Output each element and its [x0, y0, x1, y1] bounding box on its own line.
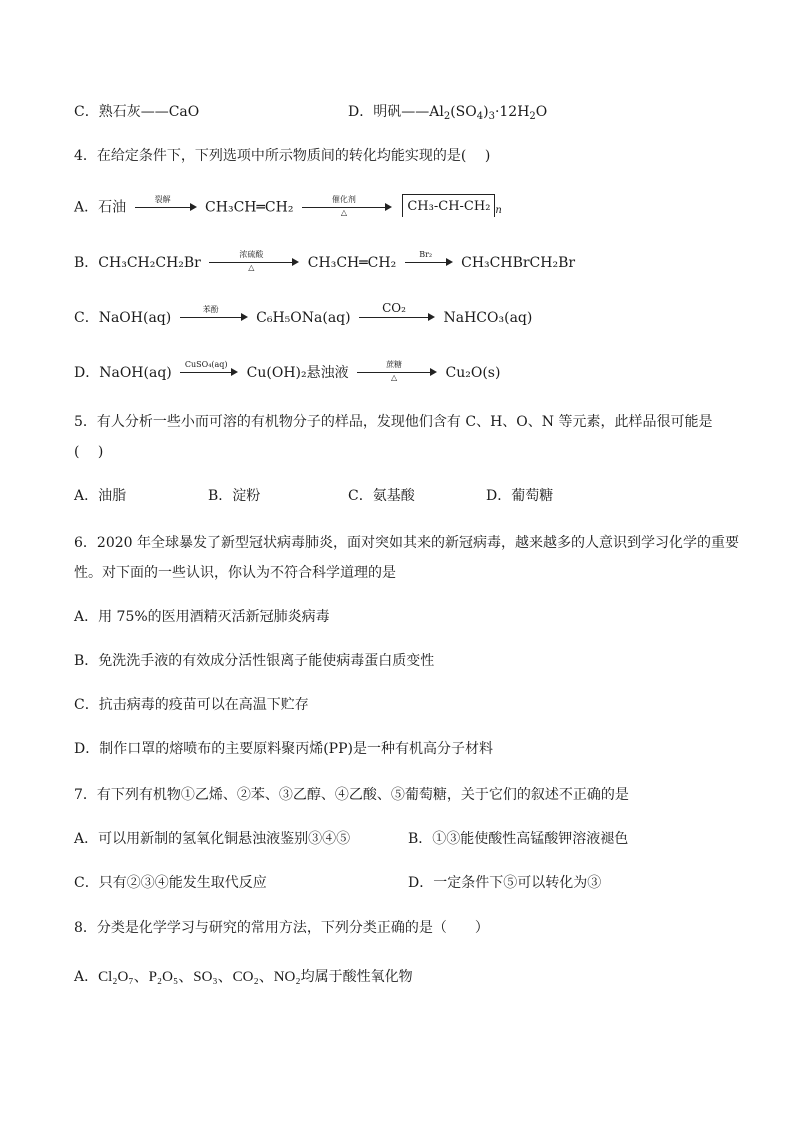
reaction-arrow: 浓硫酸 △: [209, 251, 299, 275]
q3-option-d: D．明矾$——Al_2(SO_4)_3\cdot 12H_2O$: [348, 104, 548, 122]
reaction-arrow: CuSO₄(aq): [180, 361, 238, 385]
q4-b-product: CH₃CHBrCH₂Br: [461, 255, 576, 271]
reaction-arrow: 裂解: [135, 196, 197, 220]
q4-a-intermediate: CH₃CH═CH₂: [205, 199, 294, 216]
q4-option-a: [74, 194, 504, 221]
q7-stem: 7．有下列有机物①乙烯、②苯、③乙醇、④乙酸、⑤葡萄糖，关于它们的叙述不正确的是: [74, 787, 629, 803]
reaction-arrow: CO₂: [359, 306, 435, 330]
q4-option-d: [74, 361, 500, 385]
q7-option-d: D．一定条件下⑤可以转化为③: [408, 875, 602, 891]
reaction-arrow: 催化剂 △: [302, 196, 392, 220]
q4-d-intermediate: Cu(OH)₂悬浊液: [246, 365, 349, 381]
reaction-arrow: Br₂: [405, 251, 453, 275]
q6-stem-line2: 性。对下面的一些认识，你认为不符合科学道理的是: [74, 565, 396, 581]
q6-option-b: B．免洗洗手液的有效成分活性银离子能使病毒蛋白质变性: [74, 653, 435, 669]
q4-c-label: C．NaOH(aq): [74, 310, 172, 326]
q4-option-c: [74, 301, 533, 330]
q8-stem: 8．分类是化学学习与研究的常用方法，下列分类正确的是（ ）: [74, 920, 489, 936]
q7-option-a: A．可以用新制的氢氧化铜悬浊液鉴别③④⑤: [74, 831, 351, 847]
q5-stem-line1: 5．有人分析一些小而可溶的有机物分子的样品，发现他们含有 C、H、O、N 等元素，此样品很可能是: [74, 414, 713, 430]
q6-option-d: D．制作口罩的熔喷布的主要原料聚丙烯(PP)是一种有机高分子材料: [74, 741, 493, 757]
q4-c-intermediate: C₆H₅ONa(aq): [256, 310, 351, 326]
q6-option-c: C．抗击病毒的疫苗可以在高温下贮存: [74, 697, 309, 713]
q5-option-b: B．淀粉: [208, 488, 261, 504]
reaction-arrow: 蔗糖 △: [357, 361, 437, 385]
q5-option-c: C．氨基酸: [348, 488, 415, 504]
q5-option-d: D．葡萄糖: [486, 488, 554, 504]
q7-option-b: B．①③能使酸性高锰酸钾溶液褪色: [408, 831, 629, 847]
q4-c-product: NaHCO₃(aq): [443, 310, 533, 326]
q6-stem-line1: 6．2020 年全球暴发了新型冠状病毒肺炎，面对突如其来的新冠病毒，越来越多的人意识到学习化学的重要: [74, 535, 739, 551]
q4-a-label: A．石油: [74, 199, 127, 216]
q4-a-polymer: CH₃-CH-CH₂ $_n$: [400, 194, 504, 221]
q7-option-c: C．只有②③④能发生取代反应: [74, 875, 267, 891]
q3-option-c: C．熟石灰——CaO: [74, 104, 200, 120]
q5-stem-line2: ( ): [74, 444, 104, 460]
q4-b-label: B．CH₃CH₂CH₂Br: [74, 255, 201, 271]
q4-d-label: D．NaOH(aq): [74, 365, 172, 381]
reaction-arrow: 苯酚: [180, 306, 248, 330]
q6-option-a: A．用 75%的医用酒精灭活新冠肺炎病毒: [74, 609, 330, 625]
q4-d-product: Cu₂O(s): [445, 365, 501, 381]
q4-option-b: [74, 251, 575, 275]
q8-a-formulas: Cl₂O₇、P₂O₅、SO₃、CO₂、NO₂: [98, 969, 301, 985]
q4-stem: 4．在给定条件下，下列选项中所示物质间的转化均能实现的是( ): [74, 148, 491, 164]
q4-b-intermediate: CH₃CH═CH₂: [307, 255, 397, 271]
q5-option-a: A．油脂: [74, 488, 127, 504]
q8-option-a: A．Cl₂O₇、P₂O₅、SO₃、CO₂、NO₂均属于酸性氧化物: [74, 969, 413, 985]
